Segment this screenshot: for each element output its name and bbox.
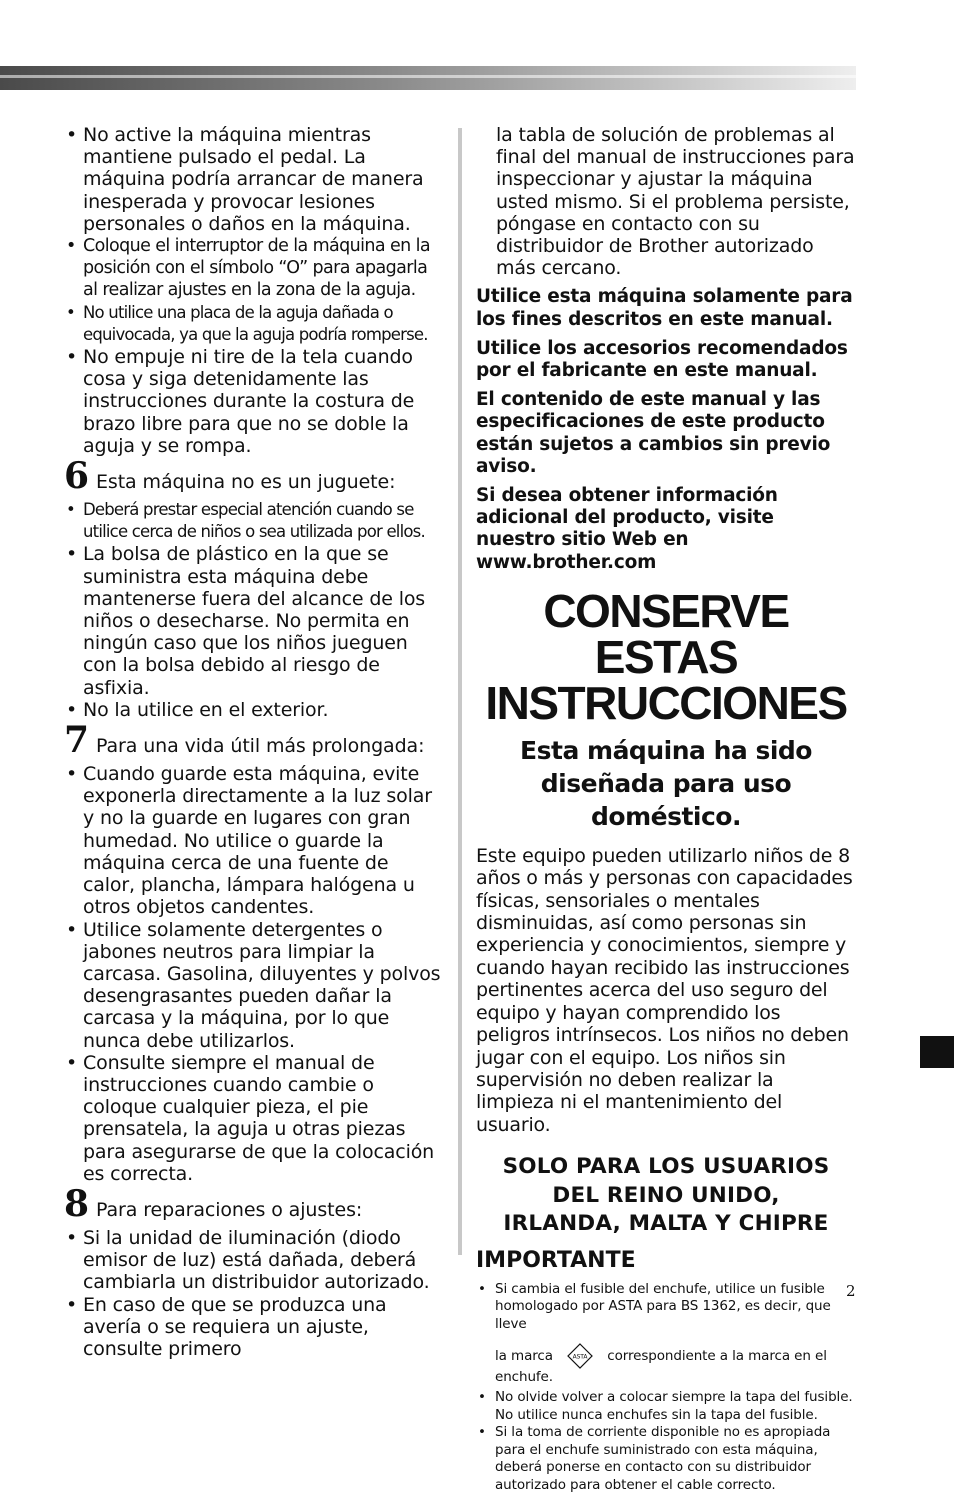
- subtitle-line: Esta máquina ha sido: [520, 735, 812, 765]
- region-heading-line: IRLANDA, MALTA Y CHIPRE: [503, 1211, 829, 1237]
- list-item: • Si la toma de corriente disponible no es apropiada para el enchufe suministrado con esta máquina, deberá ponerse en contacto con su distribuidor autorizado para obtener el cable correcto.: [476, 1424, 856, 1494]
- list-item: • No olvide volver a colocar siempre la tapa del fusible. No utilice nunca enchufes sin la tapa del fusible.: [476, 1389, 856, 1424]
- section-number: 6: [64, 455, 90, 498]
- important-heading: IMPORTANTE: [476, 1247, 636, 1273]
- svg-text:ASTA: ASTA: [572, 1353, 588, 1361]
- main-title: [476, 584, 856, 729]
- mark-text-cont: correspondiente a la marca en el enchufe.: [495, 1348, 827, 1386]
- bold-notice: Utilice esta máquina solamente para los fines descritos en este manual.: [476, 286, 853, 330]
- section-title: Para una vida útil más prolongada:: [96, 735, 425, 758]
- list-item: • Coloque el interruptor de la máquina en la posición con el símbolo “O” para apagarla al realizar ajustes en la zona de la aguja.: [64, 235, 444, 302]
- left-column: [64, 124, 444, 1360]
- section-6-list: [64, 499, 444, 721]
- continued-bullet-text: la tabla de solución de problemas al final del manual de instrucciones para inspeccionar y ajustar la máquina usted mismo. Si el problema persiste, póngase en contacto con su distribuidor de Brother autorizado más cercano.: [496, 124, 855, 280]
- header-bar-highlight: [0, 75, 856, 78]
- usage-paragraph: Este equipo pueden utilizarlo niños de 8 años o más y personas con capacidades físicas, sensoriales o mentales disminuidas, así como personas sin experiencia y conocimientos, siempre y cuando hayan recibido las instrucciones pertinentes acerca del uso seguro del equipo y hayan comprendido los peligros intrínsecos. Los niños no deben jugar con el equipo. Los niños sin supervisión no deben realizar la limpieza ni el mantenimiento del usuario.: [476, 844, 853, 1136]
- intro-bullet-list: [64, 124, 444, 457]
- section-7-list: [64, 763, 444, 1185]
- bold-notice: Si desea obtener información adicional del producto, visite nuestro sitio Web en www.brother.com: [476, 485, 778, 573]
- list-item: • Consulte siempre el manual de instrucciones cuando cambie o coloque cualquier pieza, el pie prensatela, la aguja u otras piezas para asegurarse de que la colocación es correcta.: [64, 1052, 444, 1185]
- section-8-list: [64, 1227, 444, 1360]
- section-title: Para reparaciones o ajustes:: [96, 1198, 363, 1221]
- chapter-tab-marker: [920, 1036, 954, 1068]
- list-item: • En caso de que se produzca una avería o se requiera un ajuste, consulte primero: [64, 1294, 444, 1361]
- section-8-heading: [64, 1182, 444, 1225]
- list-item: • Cuando guarde esta máquina, evite exponerla directamente a la luz solar y no la guarde en lugares con gran humedad. No utilice o guarde la máquina cerca de una fuente de calor, plancha, lámpara halógena u otros objetos candentes.: [64, 763, 444, 918]
- page-number: 2: [846, 1282, 856, 1300]
- region-heading: [476, 1153, 856, 1239]
- header-gradient-bar: [0, 66, 856, 90]
- region-heading-line: DEL REINO UNIDO,: [552, 1182, 780, 1208]
- fuse-text: Si cambia el fusible del enchufe, utilice un fusible homologado por ASTA para BS 1362, es decir, que lleve: [495, 1280, 831, 1332]
- asta-mark-icon: [567, 1343, 593, 1369]
- subtitle: [476, 734, 856, 833]
- list-item: • No la utilice en el exterior.: [64, 699, 444, 721]
- right-column: [476, 124, 856, 1495]
- mark-text: la marca: [495, 1348, 553, 1365]
- list-item: • La bolsa de plástico en la que se suministra esta máquina debe mantenerse fuera del alcance de los niños o desecharse. No permita en ningún caso que los niños jueguen con la bolsa debido al riesgo de asfixia.: [64, 543, 444, 698]
- section-6-heading: [64, 455, 444, 498]
- subtitle-line: diseñada para uso doméstico.: [540, 768, 792, 831]
- list-item: • No active la máquina mientras mantiene pulsado el pedal. La máquina podría arrancar de manera inesperada y provocar lesiones personales o daños en la máquina.: [64, 124, 444, 235]
- list-item: • No empuje ni tire de la tela cuando cosa y siga detenidamente las instrucciones durante la costura de brazo libre para que no se doble la aguja y se rompa.: [64, 346, 444, 457]
- list-item: [476, 1281, 856, 1387]
- column-divider: [458, 128, 462, 1255]
- region-heading-line: SOLO PARA LOS USUARIOS: [502, 1154, 830, 1180]
- list-item: • Si la unidad de iluminación (diodo emisor de luz) está dañada, deberá cambiarla un distribuidor autorizado.: [64, 1227, 444, 1294]
- list-item: • No utilice una placa de la aguja dañada o equivocada, ya que la aguja podría romperse.: [64, 302, 444, 346]
- main-title-line: CONSERVE ESTAS: [543, 584, 789, 683]
- list-item: • Utilice solamente detergentes o jabones neutros para limpiar la carcasa. Gasolina, diluyentes y polvos desengrasantes pueden dañar la carcasa y la máquina, por lo que nunca debe utilizarlos.: [64, 919, 444, 1052]
- section-number: 7: [64, 719, 90, 762]
- list-item: • Deberá prestar especial atención cuando se utilice cerca de niños o sea utilizada por ellos.: [64, 499, 444, 543]
- section-7-heading: [64, 719, 444, 762]
- section-title: Esta máquina no es un juguete:: [96, 471, 396, 494]
- bold-notice: El contenido de este manual y las especificaciones de este producto están sujetos a cambios sin previo aviso.: [476, 389, 831, 477]
- section-number: 8: [64, 1182, 90, 1225]
- important-list: [476, 1281, 856, 1495]
- main-title-line: INSTRUCCIONES: [485, 676, 847, 729]
- bold-notice: Utilice los accesorios recomendados por el fabricante en este manual.: [476, 337, 848, 382]
